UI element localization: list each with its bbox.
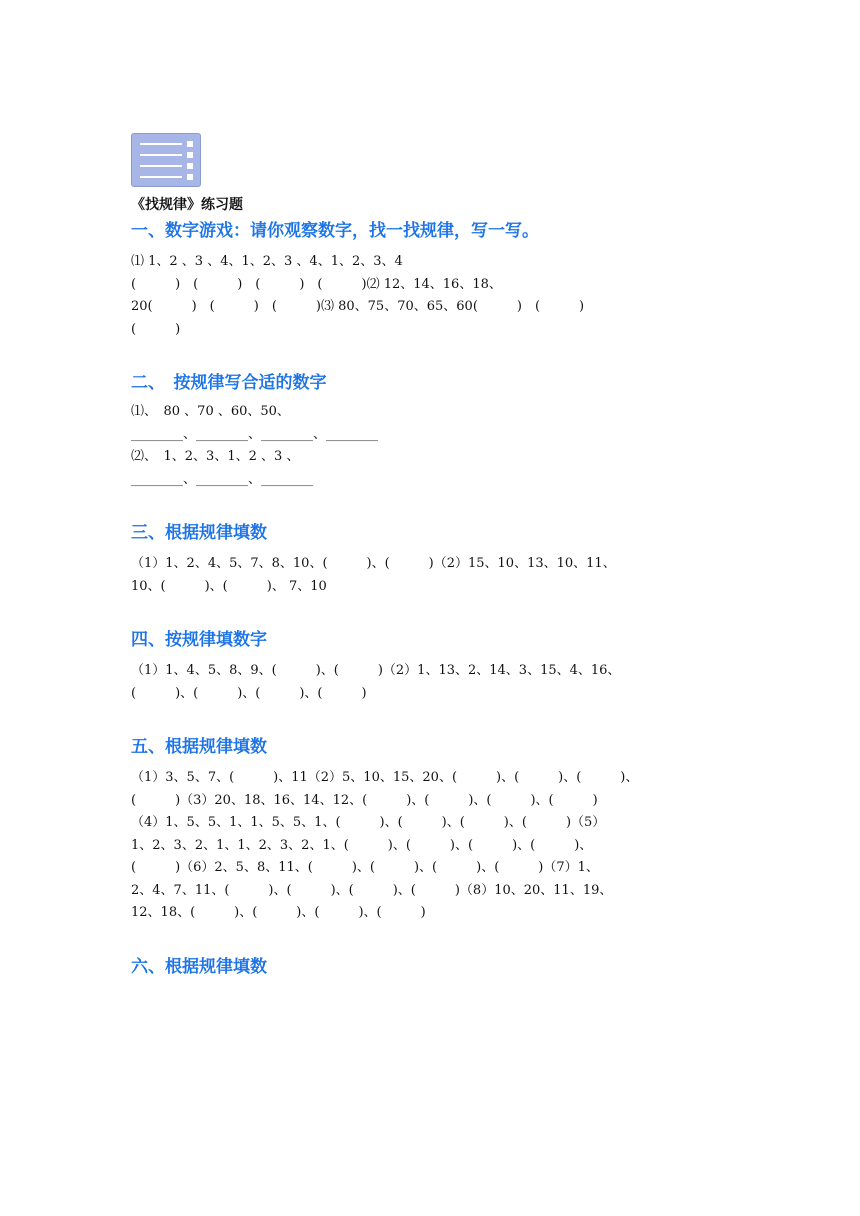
section-heading: 五、根据规律填数	[131, 737, 267, 757]
section-body	[131, 251, 731, 341]
text-line: 2、4、7、11、( )、( )、( )、( )（8）10、20、11、19、	[131, 882, 613, 898]
text-line: （1）1、4、5、8、9、( )、( )（2）1、13、2、14、3、15、4、16、	[131, 663, 621, 678]
text-line: 1、2、3、2、1、1、2、3、2、1、( )、( )、( )、( )、	[131, 837, 593, 853]
text-line: ⑴ 1、2 、3 、4、1、2、3 、4、1、2、3、4	[131, 254, 403, 269]
section-heading: 六、根据规律填数	[131, 956, 267, 977]
text-line: ( )（6）2、5、8、11、( )、( )、( )、( )（7）1、	[131, 860, 599, 875]
document-content	[131, 133, 731, 979]
section-body	[131, 401, 731, 491]
section-5	[131, 735, 731, 925]
section-heading: 四、按规律填数字	[131, 630, 267, 650]
section-3	[131, 521, 731, 598]
text-line: （1）1、2、4、5、7、8、10、( )、( )（2）15、10、13、10、11、	[131, 556, 616, 571]
text-line: ( )、( )、( )、( )	[131, 685, 367, 701]
text-line: （4）1、5、5、1、1、5、5、1、( )、( )、( )、( )（5）	[131, 815, 606, 830]
section-body	[131, 767, 731, 925]
text-line: ⑴、 80 、70 、60、50、	[131, 404, 290, 419]
section-2	[131, 371, 731, 491]
section-heading: 二、 按规律写合适的数字	[131, 373, 327, 393]
document-title: 《找规律》练习题	[131, 197, 243, 213]
text-line: （1）3、5、7、( )、11（2）5、10、15、20、( )、( )、( )、	[131, 770, 639, 785]
section-body	[131, 660, 731, 705]
text-line: 12、18、( )、( )、( )、( )	[131, 905, 426, 920]
section-body	[131, 553, 731, 598]
text-line: ⑵、 1、2、3、1、2 、3 、	[131, 449, 300, 464]
text-line: ( )（3）20、18、16、14、12、( )、( )、( )、( )	[131, 792, 598, 808]
text-line: 10、( )、( )、 7、10	[131, 578, 327, 594]
text-line: ( )	[131, 321, 181, 337]
section-6	[131, 955, 731, 979]
list-document-icon	[131, 133, 201, 187]
section-heading: 三、根据规律填数	[131, 523, 267, 543]
text-line: ( ) ( ) ( ) ( )⑵ 12、14、16、18、	[131, 276, 502, 292]
section-4	[131, 628, 731, 705]
text-line: ________、________、________	[131, 471, 314, 487]
text-line: ________、________、________、________	[131, 426, 379, 442]
section-heading: 一、数字游戏：请你观察数字，找一找规律，写一写。	[131, 221, 539, 241]
section-1	[131, 219, 731, 341]
text-line: 20( ) ( ) ( )⑶ 80、75、70、65、60( ) ( )	[131, 299, 585, 314]
